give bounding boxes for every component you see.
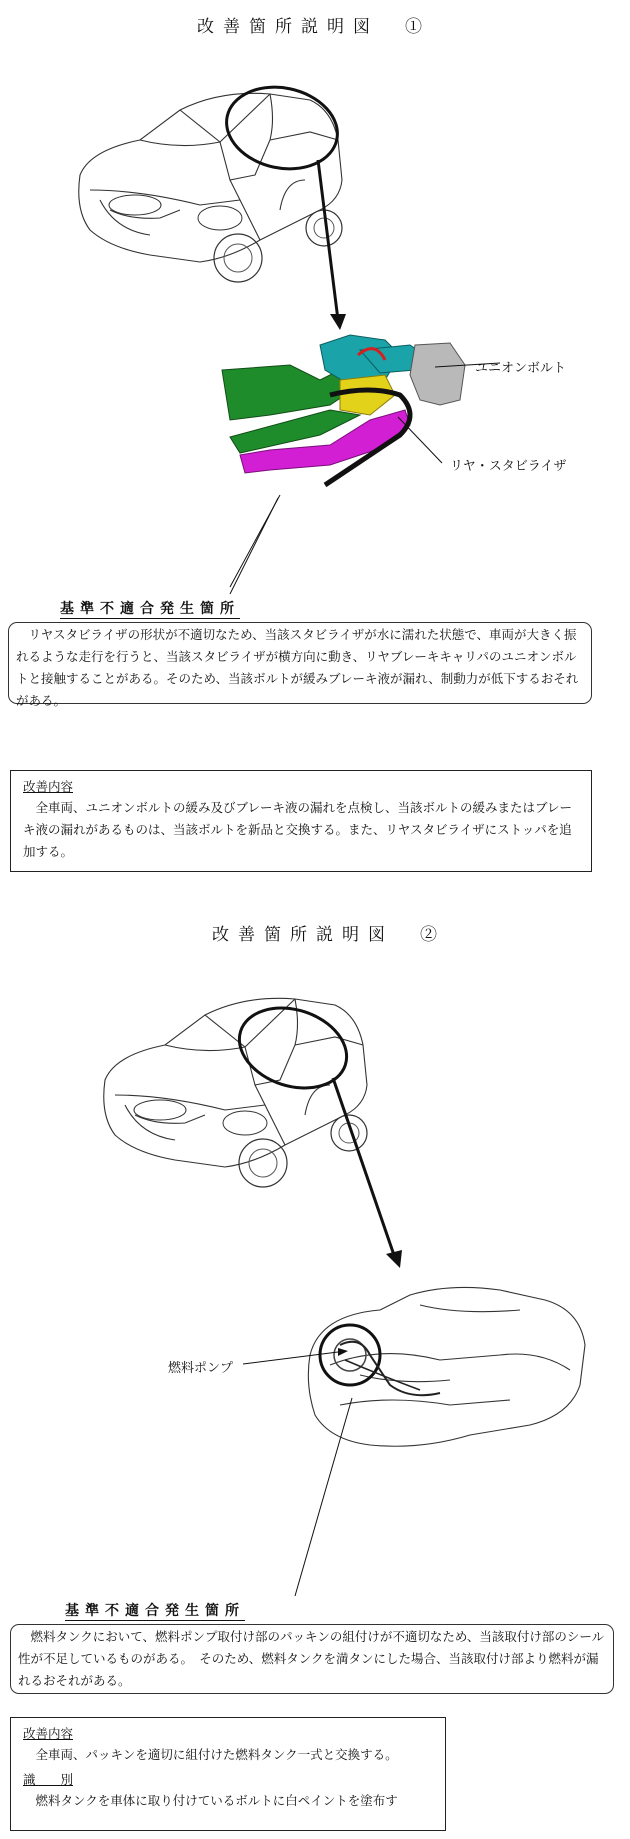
section1-remedy-text: 全車両、ユニオンボルトの緩み及びブレーキ液の漏れを点検し、当該ボルトの緩みまたはブレーキ液の漏れがあるものは、当該ボルトを新品と交換する。また、リヤスタビライザにストッパを追加する。 (23, 800, 573, 859)
section1-remedy-heading: 改善内容 (23, 779, 74, 794)
section2-id-text: 燃料タンクを車体に取り付けているボルトに白ペイントを塗布す (23, 1793, 398, 1808)
section2-title: 改善箇所説明図 ② (212, 925, 446, 945)
section2-remedy-box (10, 1717, 446, 1831)
section1-problem-heading: 基準不適合発生箇所 (60, 601, 240, 617)
section2-problem-heading: 基準不適合発生箇所 (65, 1603, 245, 1619)
callout-union-bolt: ユニオンボルト (475, 361, 567, 376)
section1-title: 改善箇所説明図 ① (197, 17, 431, 37)
section2-remedy-text: 全車両、パッキンを適切に組付けた燃料タンク一式と交換する。 (23, 1747, 398, 1762)
section2-remedy-heading: 改善内容 (23, 1726, 74, 1741)
callout-fuel-pump: 燃料ポンプ (168, 1361, 234, 1376)
section2-problem-text: 燃料タンクにおいて、燃料ポンプ取付け部のパッキンの組付けが不適切なため、当該取付け部のシール性が不足しているものがある。 そのため、燃料タンクを満タンにした場合、当該取付け部より燃料が漏れるおそれがある。 (18, 1629, 605, 1688)
section2-id-heading: 識 別 (23, 1772, 74, 1787)
section1-problem-text: リヤスタビライザの形状が不適切なため、当該スタビライザが水に濡れた状態で、車両が大きく振れるような走行を行うと、当該スタビライザが横方向に動き、リヤブレーキキャリパのユニオンボルトと接触することがある。そのため、当該ボルトが緩みブレーキ液が漏れ、制動力が低下するおそれがある。 (16, 627, 579, 708)
callout-rear-stabilizer: リヤ・スタビライザ (450, 459, 567, 474)
